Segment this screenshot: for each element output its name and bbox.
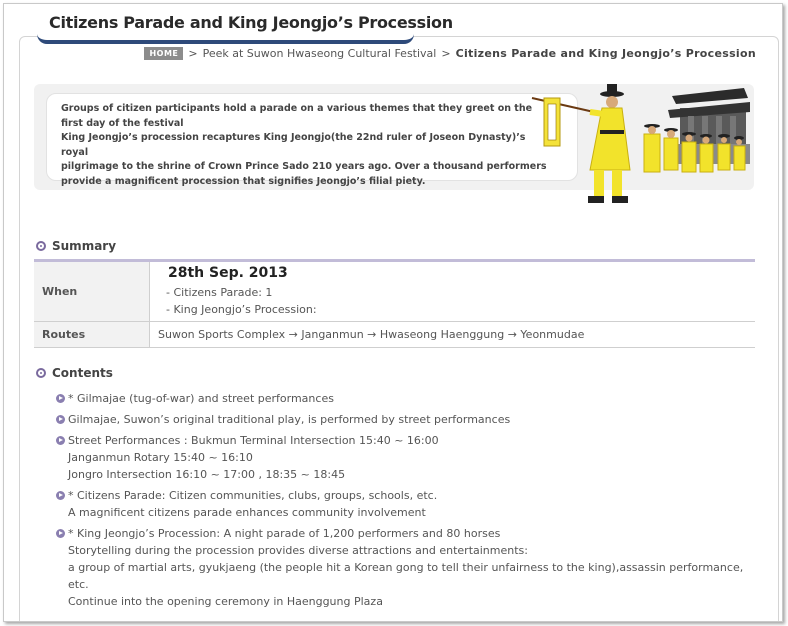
list-item-line: Continue into the opening ceremony in Haenggung Plaza <box>68 595 383 608</box>
intro-line: pilgrimage to the shrine of Crown Prince Sado 210 years ago. Over a thousand performers <box>61 161 547 172</box>
when-date: 28th Sep. 2013 <box>168 265 288 281</box>
list-item <box>56 525 756 610</box>
intro-text <box>61 102 551 189</box>
bullet-arrow-icon <box>56 491 65 500</box>
contents-heading <box>36 366 113 380</box>
list-item-line: * Citizens Parade: Citizen communities, clubs, groups, schools, etc. <box>68 489 438 502</box>
home-link[interactable]: HOME <box>144 47 183 60</box>
intro-text-panel <box>46 93 578 187</box>
bullet-arrow-icon <box>56 394 65 403</box>
routes-value: Suwon Sports Complex → Janganmun → Hwaseong Haenggung → Yeonmudae <box>150 322 756 348</box>
page-title: Citizens Parade and King Jeongjo’s Procession <box>49 13 453 32</box>
list-item-line: Gilmajae, Suwon’s original traditional play, is performed by street performances <box>68 413 511 426</box>
section-bullet-icon <box>36 241 46 251</box>
intro-line: Groups of citizen participants hold a parade on a various themes that they greet on the <box>61 103 533 114</box>
when-content <box>158 263 754 320</box>
list-item <box>56 487 756 521</box>
breadcrumb <box>144 47 756 60</box>
list-item-line: Storytelling during the procession provides diverse attractions and entertainments: <box>68 544 528 557</box>
section-bullet-icon <box>36 368 46 378</box>
flag-bearer-illustration <box>532 84 630 203</box>
table-row <box>34 322 755 348</box>
intro-line: King Jeongjo’s procession recaptures King Jeongjo(the 22nd ruler of Joseon Dynasty)’s royal <box>61 132 526 158</box>
list-item-line: etc. <box>68 578 89 591</box>
when-cell <box>150 261 756 322</box>
breadcrumb-separator: > <box>441 47 451 60</box>
list-item-line: Janganmun Rotary 15:40 ~ 16:10 <box>68 451 253 464</box>
when-citizens-parade: - Citizens Parade: 1 <box>166 286 273 299</box>
breadcrumb-separator: > <box>188 47 198 60</box>
list-item <box>56 411 756 428</box>
contents-list <box>56 390 756 614</box>
list-item <box>56 390 756 407</box>
routes-label: Routes <box>34 322 150 348</box>
list-item-line: Jongro Intersection 16:10 ~ 17:00 , 18:35 ~ 18:45 <box>68 468 346 481</box>
bullet-arrow-icon <box>56 529 65 538</box>
bullet-arrow-icon <box>56 436 65 445</box>
list-item-line: A magnificent citizens parade enhances community involvement <box>68 506 426 519</box>
breadcrumb-parent-link[interactable]: Peek at Suwon Hwaseong Cultural Festival <box>202 47 437 60</box>
summary-table <box>34 259 755 348</box>
intro-line: provide a magnificent procession that signifies Jeongjo’s filial piety. <box>61 175 426 187</box>
when-label: When <box>34 261 150 322</box>
bullet-arrow-icon <box>56 415 65 424</box>
list-item-line: * King Jeongjo’s Procession: A night parade of 1,200 performers and 80 horses <box>68 527 501 540</box>
contents-heading-label: Contents <box>52 366 113 380</box>
summary-heading-label: Summary <box>52 239 117 253</box>
list-item-line: a group of martial arts, gyukjaeng (the people hit a Korean gong to tell their unfairness to the king),assassin performance, <box>68 561 744 574</box>
procession-illustration <box>530 82 750 220</box>
breadcrumb-current: Citizens Parade and King Jeongjo’s Procession <box>455 47 756 60</box>
list-item-line: * Gilmajae (tug-of-war) and street performances <box>68 392 334 405</box>
title-tab <box>37 10 453 44</box>
table-row <box>34 261 755 322</box>
when-king-procession: - King Jeongjo’s Procession: <box>166 303 317 316</box>
intro-line: first day of the festival <box>61 117 184 129</box>
list-item <box>56 432 756 483</box>
summary-heading <box>36 239 116 253</box>
list-item-line: Street Performances : Bukmun Terminal Intersection 15:40 ~ 16:00 <box>68 434 439 447</box>
